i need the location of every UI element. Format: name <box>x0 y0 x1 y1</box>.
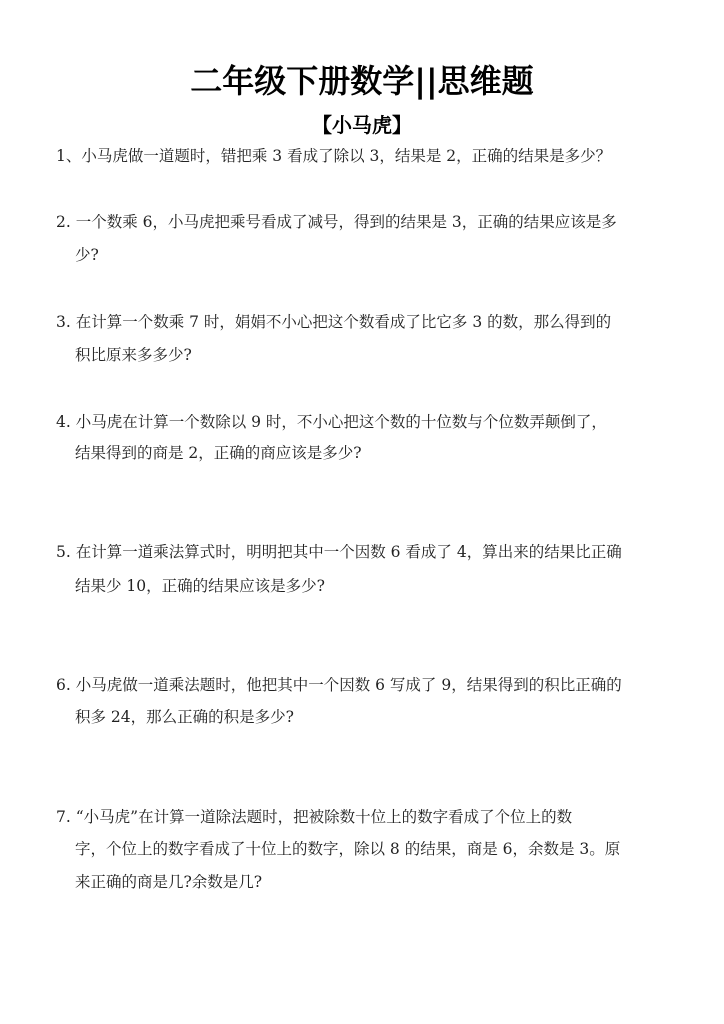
question-3-line-2: 积比原来多多少? <box>75 346 192 364</box>
question-2-line-2: 少? <box>75 246 99 264</box>
question-2-line-1: 2. 一个数乘 6，小马虎把乘号看成了减号，得到的结果是 3，正确的结果应该是多 <box>56 213 617 231</box>
question-7-line-1: 7. “小马虎”在计算一道除法题时，把被除数十位上的数字看成了个位上的数 <box>56 808 573 826</box>
question-6-line-2: 积多 24，那么正确的积是多少? <box>75 708 294 726</box>
question-7-line-2: 字，个位上的数字看成了十位上的数字，除以 8 的结果，商是 6，余数是 3。原 <box>75 840 621 858</box>
page-title: 二年级下册数学||思维题 <box>190 62 534 100</box>
question-1-line-1: 1、小马虎做一道题时，错把乘 3 看成了除以 3，结果是 2，正确的结果是多少？ <box>56 147 612 165</box>
question-7-line-3: 来正确的商是几?余数是几? <box>75 873 263 891</box>
question-6-line-1: 6. 小马虎做一道乘法题时，他把其中一个因数 6 写成了 9，结果得到的积比正确的 <box>56 676 622 694</box>
page-subtitle: 【小马虎】 <box>312 113 412 137</box>
question-3-line-1: 3. 在计算一个数乘 7 时，娟娟不小心把这个数看成了比它多 3 的数，那么得到的 <box>56 313 612 331</box>
question-5-line-1: 5. 在计算一道乘法算式时，明明把其中一个因数 6 看成了 4，算出来的结果比正确 <box>56 543 622 561</box>
question-4-line-1: 4. 小马虎在计算一个数除以 9 时，不小心把这个数的十位数与个位数弄颠倒了， <box>56 413 607 431</box>
question-5-line-2: 结果少 10，正确的结果应该是多少? <box>75 577 325 595</box>
question-4-line-2: 结果得到的商是 2，正确的商应该是多少? <box>75 444 362 462</box>
